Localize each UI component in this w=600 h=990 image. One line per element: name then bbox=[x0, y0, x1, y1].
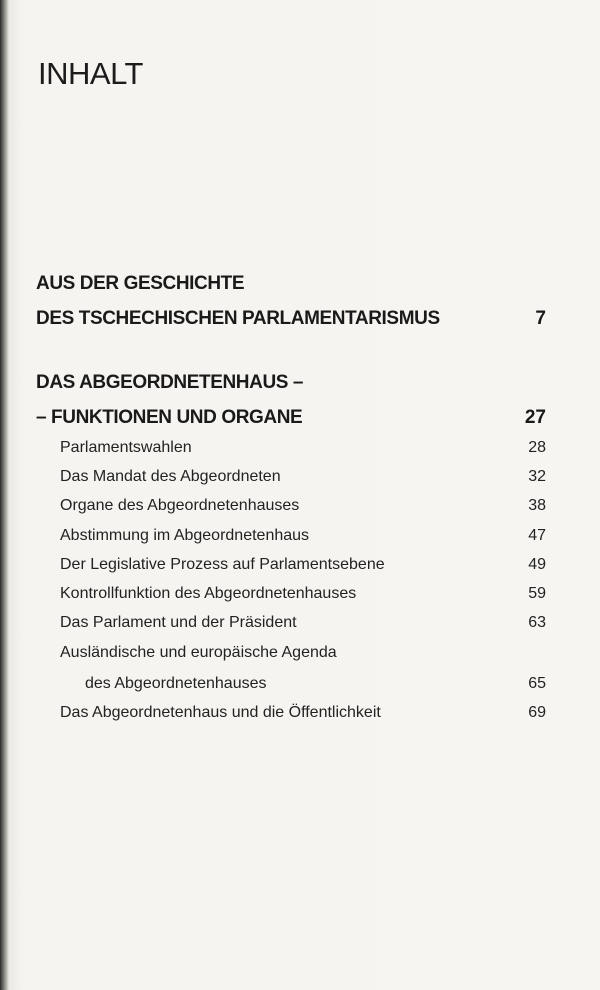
toc-entry-page: 59 bbox=[528, 585, 546, 602]
toc-entry: Parlamentswahlen bbox=[60, 439, 192, 456]
toc-entry: Abstimmung im Abgeordnetenhaus bbox=[60, 527, 310, 544]
toc-entry: Das Parlament und der Präsident bbox=[60, 614, 297, 631]
toc-entry-page: 63 bbox=[528, 614, 546, 631]
toc-entry: Organe des Abgeordnetenhauses bbox=[60, 497, 300, 514]
section-heading-line: – FUNKTIONEN UND ORGANE bbox=[36, 407, 303, 428]
toc-entry: Das Mandat des Abgeordneten bbox=[60, 468, 281, 485]
toc-entry: Der Legislative Prozess auf Parlamentsebene bbox=[60, 556, 385, 573]
toc-entry: Das Abgeordnetenhaus und die Öffentlichkeit bbox=[60, 704, 381, 721]
section-heading-line: DES TSCHECHISCHEN PARLAMENTARISMUS bbox=[36, 308, 440, 329]
page-title: INHALT bbox=[38, 56, 143, 91]
section-page-number: 27 bbox=[524, 407, 546, 428]
section-page-number: 7 bbox=[535, 308, 546, 329]
toc-entry-page: 28 bbox=[528, 439, 546, 456]
section-heading-line: DAS ABGEORDNETENHAUS – bbox=[36, 372, 304, 393]
toc-entry-page: 49 bbox=[528, 556, 546, 573]
section-heading-line: AUS DER GESCHICHTE bbox=[36, 273, 245, 294]
toc-entry-page: 38 bbox=[528, 497, 546, 514]
toc-entry-page: 47 bbox=[528, 527, 546, 544]
toc-entry: Kontrollfunktion des Abgeordnetenhauses bbox=[60, 585, 357, 602]
toc-entry: Ausländische und europäische Agenda bbox=[60, 644, 337, 661]
toc-entry-continuation: des Abgeordnetenhauses bbox=[85, 675, 267, 692]
toc-entry-page: 69 bbox=[528, 704, 546, 721]
toc-entry-page: 32 bbox=[528, 468, 546, 485]
toc-entry-page: 65 bbox=[528, 675, 546, 692]
